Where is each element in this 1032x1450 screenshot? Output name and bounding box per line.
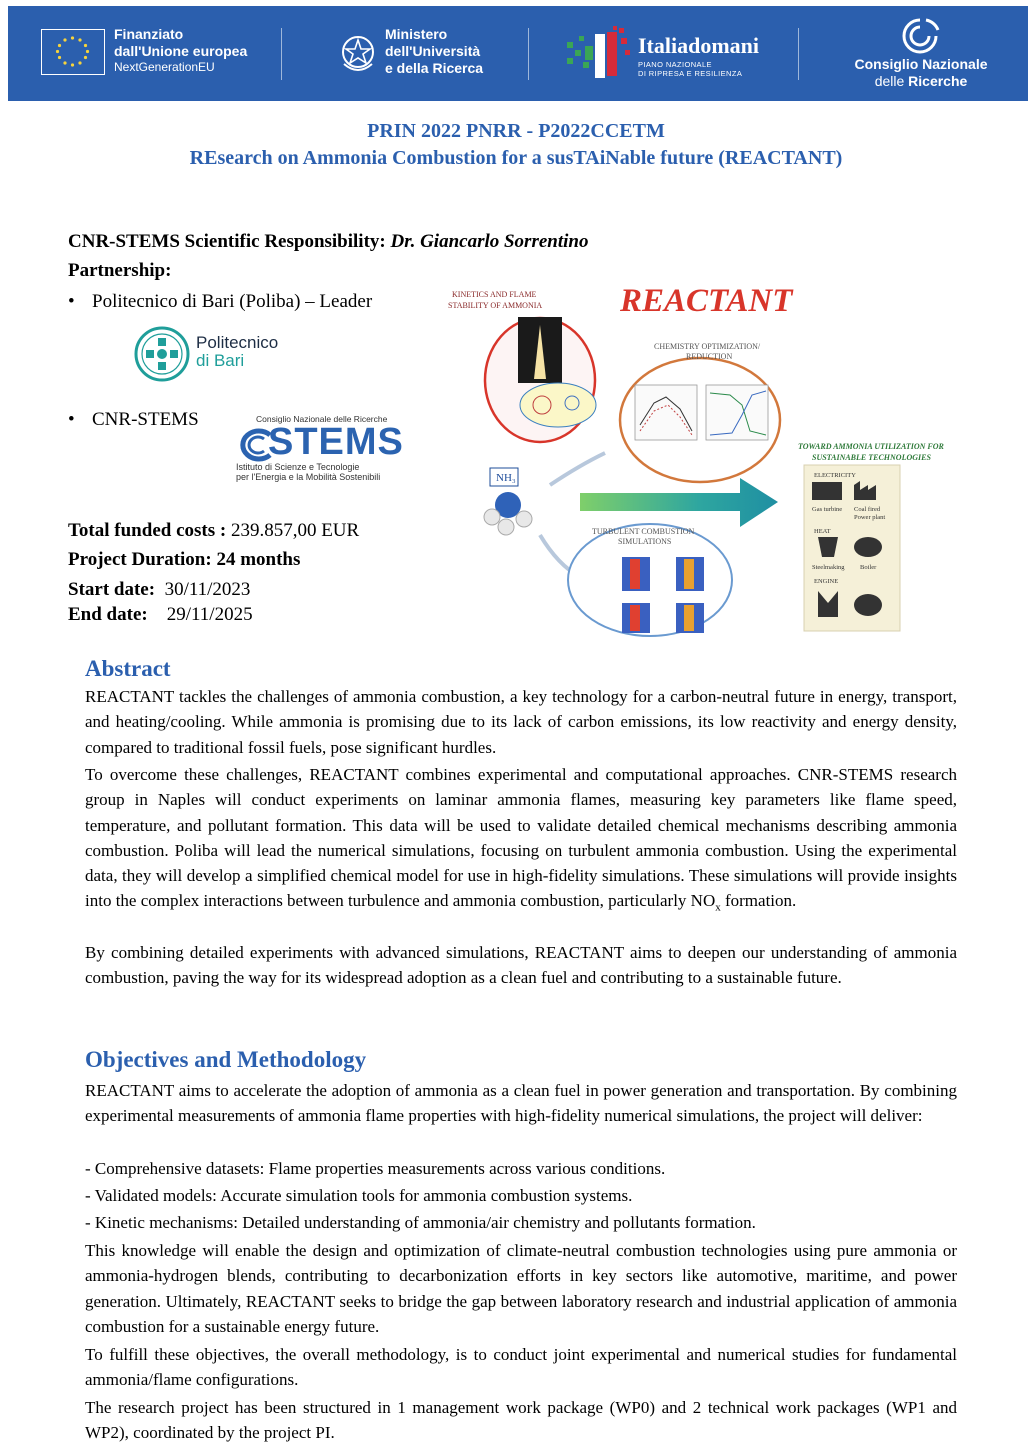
kinetics-network-diagram xyxy=(520,383,596,427)
objectives-list-item: - Validated models: Accurate simulation tools for ammonia combustion systems. xyxy=(85,1186,633,1205)
end-date xyxy=(68,603,253,627)
sim-flame xyxy=(630,605,640,631)
kinetics-label-1: KINETICS AND FLAME xyxy=(452,290,537,299)
figure-title: REACTANT xyxy=(620,285,793,319)
sim-flame xyxy=(684,559,694,589)
hydrogen-atom-icon xyxy=(498,519,514,535)
objectives-list-item: - Kinetic mechanisms: Detailed understanding of ammonia/air chemistry and pollutants formation. xyxy=(85,1213,756,1232)
project-full-name: REsearch on Ammonia Combustion for a susTAiNable future (REACTANT) xyxy=(189,147,843,169)
turbulent-label-1: TURBULENT COMBUSTION xyxy=(592,527,695,536)
big-arrow-icon xyxy=(580,478,778,527)
end-value: 29/11/2025 xyxy=(166,604,253,625)
mur-line1: Ministero xyxy=(385,26,448,42)
bullet-icon: • xyxy=(68,409,75,430)
gas-turbine-icon xyxy=(812,482,842,500)
partner-item xyxy=(68,408,199,432)
italia-word: Italia xyxy=(638,33,689,58)
italia-domani-label xyxy=(638,34,759,78)
cnr-logo-icon xyxy=(898,16,942,56)
end-label: End date: xyxy=(68,604,148,625)
funding-banner xyxy=(8,6,1028,101)
stems-sub1: Istituto di Scienze e Tecnologie xyxy=(236,462,360,472)
coal-fired-label-2: Power plant xyxy=(854,514,886,521)
hydrogen-atom-icon xyxy=(516,511,532,527)
kinetics-label-2: STABILITY OF AMMONIA xyxy=(448,301,543,310)
project-overview-figure xyxy=(440,285,1000,640)
eu-line2: dall'Unione europea xyxy=(114,43,248,59)
start-date xyxy=(68,578,250,602)
toward-label-1: TOWARD AMMONIA UTILIZATION FOR xyxy=(798,442,944,451)
partner2-text: CNR-STEMS xyxy=(92,409,199,430)
objectives-paragraph: This knowledge will enable the design and optimization of climate-neutral combustion technologies using pure ammonia or ammonia-hydrogen blends, contributing to decarbonization efforts in key sectors like automotive, maritime, and power generation. Ultimately, REACTANT seeks to bridge the gap between laboratory research and industrial application of ammonia combustion for a sustainable energy future. xyxy=(85,1241,957,1336)
italia-domani-mark-icon xyxy=(565,24,635,82)
stems-logo xyxy=(232,414,422,482)
eu-flag-icon xyxy=(41,29,105,75)
eu-line3: NextGenerationEU xyxy=(114,60,215,74)
costs-label: Total funded costs : xyxy=(68,520,227,541)
sim-flame xyxy=(630,559,640,589)
poliba-logo xyxy=(132,322,282,386)
gas-turbine-label: Gas turbine xyxy=(812,506,843,513)
sim-flame xyxy=(684,605,694,631)
stems-word: STEMS xyxy=(268,421,404,463)
eu-line1: Finanziato xyxy=(114,26,184,42)
responsibility-name: Dr. Giancarlo Sorrentino xyxy=(390,231,589,252)
chemistry-plot-1 xyxy=(635,385,697,440)
boiler-icon xyxy=(854,537,882,557)
cnr-line1: Consiglio Nazionale xyxy=(854,56,988,72)
domani-word: domani xyxy=(688,33,760,58)
banner-divider xyxy=(281,28,282,80)
cnr-line2b: Ricerche xyxy=(908,73,968,89)
project-duration: Project Duration: 24 months xyxy=(68,549,301,570)
engine-label: ENGINE xyxy=(814,578,839,585)
mur-line3: e della Ricerca xyxy=(385,60,484,76)
objectives-paragraph: The research project has been structured in 1 management work package (WP0) and 2 technical work packages (WP1 and WP2), coordinated by the project PI. xyxy=(85,1398,957,1443)
partner-item xyxy=(68,290,372,314)
arrow-up-icon xyxy=(550,453,605,485)
scientific-responsibility xyxy=(68,230,588,254)
chemistry-label-1: CHEMISTRY OPTIMIZATION/ xyxy=(654,342,761,351)
nh3-label: NH₃ xyxy=(496,472,516,484)
bullet-icon: • xyxy=(68,291,75,312)
stems-sub2: per l'Energia e la Mobilità Sostenibili xyxy=(236,472,381,482)
project-title xyxy=(0,118,1032,172)
mur-line2: dell'Università xyxy=(385,43,481,59)
boiler-label: Boiler xyxy=(860,564,877,571)
partnership-label: Partnership: xyxy=(68,260,172,281)
poliba-line1: Politecnico xyxy=(196,333,279,352)
steelmaking-label: Steelmaking xyxy=(812,564,845,571)
hydrogen-atom-icon xyxy=(484,509,500,525)
costs-value: 239.857,00 EUR xyxy=(226,520,360,541)
abstract-paragraph: By combining detailed experiments with advanced simulations, REACTANT aims to deepen our understanding of ammonia combustion, paving the way for its widespread adoption as a clean fuel and contributing to a sustainable future. xyxy=(85,943,957,988)
total-funded-costs xyxy=(68,519,359,543)
banner-divider xyxy=(528,28,529,80)
start-label: Start date: xyxy=(68,579,156,600)
jet-engine-icon xyxy=(854,594,882,616)
poliba-gear-icon xyxy=(132,322,192,386)
coal-fired-label-1: Coal fired xyxy=(854,506,881,513)
italia-sub1: PIANO NAZIONALE xyxy=(638,60,712,69)
abstract-p2-end: formation. xyxy=(720,891,797,911)
electricity-label: ELECTRICITY xyxy=(814,472,856,479)
partner1-text: Politecnico di Bari (Poliba) – Leader xyxy=(92,291,373,312)
cnr-label xyxy=(846,56,996,90)
abstract-p2-text: To overcome these challenges, REACTANT combines experimental and computational approaches. CNR-STEMS research group in Naples will conduct experiments on laminar ammonia flames, measuring key parameters like flame speed, temperature, and pollutant formation. This data will be used to validate detailed chemical mechanisms describing ammonia combustion. Poliba will lead the numerical simulations, focusing on turbulent ammonia combustion. Using the experimental data, they will develop a simplified chemical model for use in high-fidelity simulations. These simulations will provide insights into the complex interactions between turbulence and ammonia combustion, particularly NO xyxy=(85,765,957,911)
heat-label: HEAT xyxy=(814,528,831,535)
start-value: 30/11/2023 xyxy=(164,579,251,600)
stems-top-text: Consiglio Nazionale delle Ricerche xyxy=(256,414,388,424)
abstract-paragraph xyxy=(85,762,957,921)
poliba-line2: di Bari xyxy=(196,351,245,370)
italian-emblem-icon xyxy=(338,30,378,76)
banner-divider xyxy=(798,28,799,80)
toward-label-2: SUSTAINABLE TECHNOLOGIES xyxy=(812,453,931,462)
project-code: PRIN 2022 PNRR - P2022CCETM xyxy=(367,120,665,142)
objectives-list-item: - Comprehensive datasets: Flame properties measurements across various conditions. xyxy=(85,1159,666,1178)
objectives-heading: Objectives and Methodology xyxy=(85,1047,367,1072)
abstract-p2-sub: x xyxy=(715,901,721,914)
abstract-heading: Abstract xyxy=(85,656,171,681)
objectives-paragraph: To fulfill these objectives, the overall methodology, is to conduct joint experimental and numerical studies for fundamental ammonia/flame configurations. xyxy=(85,1345,957,1390)
cnr-line2a: delle xyxy=(874,73,909,89)
chemistry-label-2: REDUCTION xyxy=(686,352,733,361)
turbulent-label-2: SIMULATIONS xyxy=(618,537,672,546)
italia-sub2: DI RIPRESA E RESILIENZA xyxy=(638,69,743,78)
responsibility-label: CNR-STEMS Scientific Responsibility: xyxy=(68,231,386,252)
eu-funding-label xyxy=(114,26,247,75)
objectives-paragraph: REACTANT aims to accelerate the adoption of ammonia as a clean fuel in power generation and transportation. By combining experimental measurements of ammonia flame properties with high-fidelity numerical simulations, the project will deliver: xyxy=(85,1081,957,1126)
mur-label xyxy=(385,26,483,77)
abstract-paragraph: REACTANT tackles the challenges of ammonia combustion, a key technology for a carbon-neutral future in energy, transport, and heating/cooling. While ammonia is promising due to its lack of carbon emissions, its low reactivity and energy density, compared to traditional fossil fuels, pose significant hurdles. xyxy=(85,687,957,757)
